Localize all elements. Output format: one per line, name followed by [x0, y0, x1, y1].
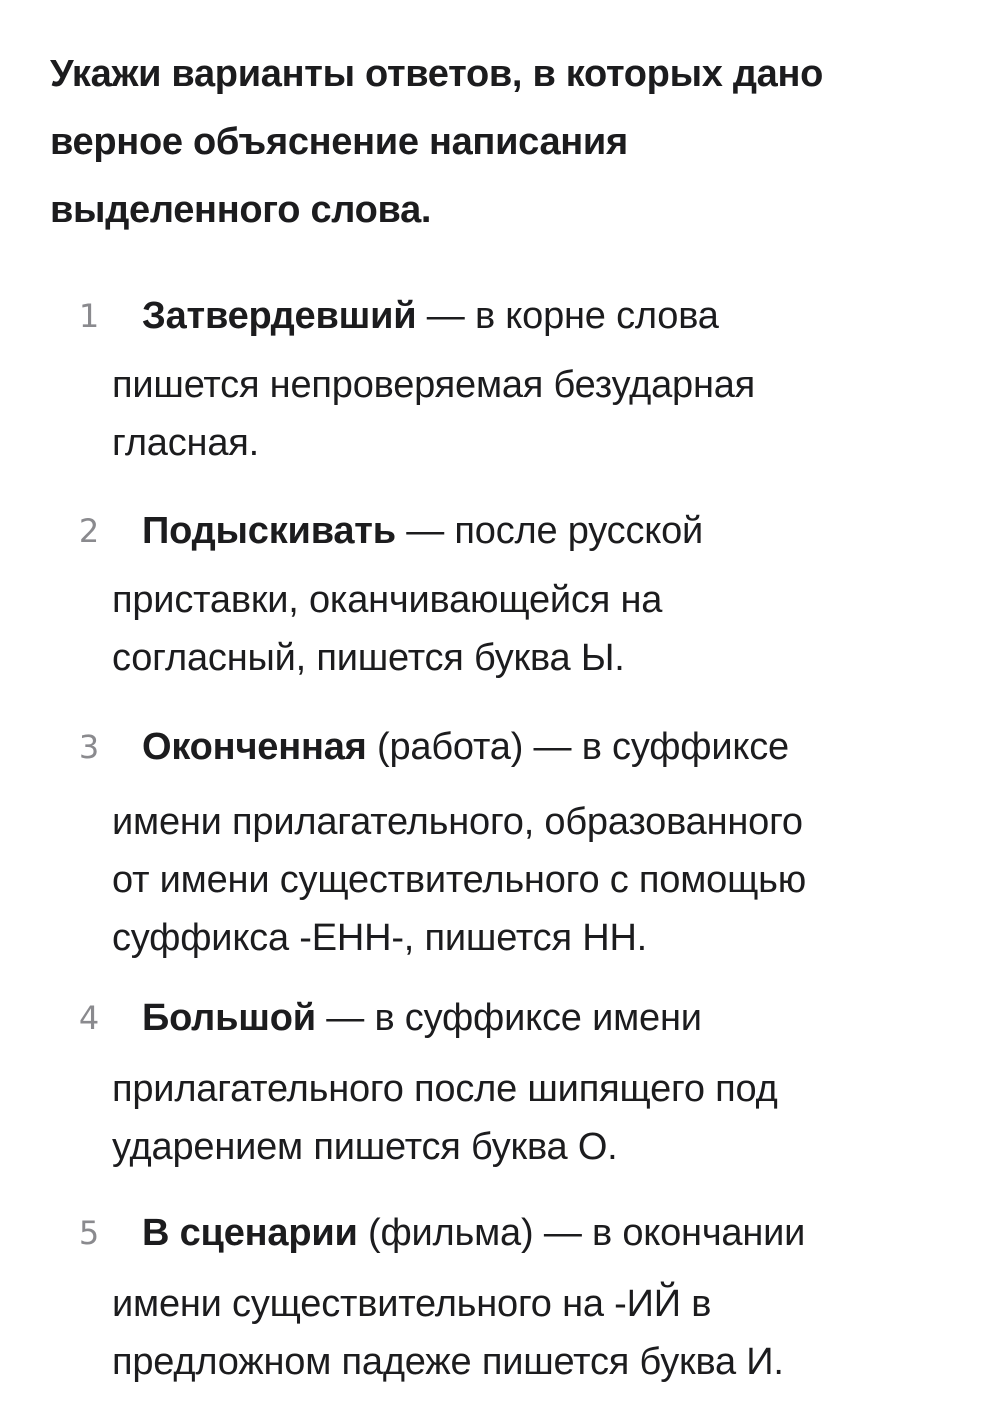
option-first-line-tail: — в суффиксе имени: [326, 997, 702, 1039]
option-explanation: [112, 1275, 942, 1391]
option-explanation-line: от имени существительного с помощью: [112, 859, 807, 901]
option-first-line-tail: — в корне слова: [426, 295, 719, 337]
option-number: 3: [78, 728, 100, 766]
option-highlighted-word: Подыскивать: [142, 510, 396, 552]
option-context: (работа): [377, 726, 524, 768]
question-line: выделенного слова.: [50, 189, 432, 231]
option-explanation-line: предложном падеже пишется буква И.: [112, 1341, 784, 1383]
option-number: 1: [78, 297, 100, 335]
option-highlighted-word: Оконченная: [142, 726, 367, 768]
option-explanation: [112, 793, 942, 967]
option-explanation-line: пишется непроверяемая безударная: [112, 364, 756, 406]
option-explanation: [112, 571, 942, 687]
option-highlighted-word: Затвердевший: [142, 295, 417, 337]
option-highlighted-word: Большой: [142, 997, 316, 1039]
option-explanation-line: ударением пишется буква О.: [112, 1126, 618, 1168]
option-number: 5: [78, 1214, 100, 1252]
option-first-line-tail: — в окончании: [543, 1212, 806, 1254]
option-first-line: [142, 511, 703, 551]
option-number: 2: [78, 512, 100, 550]
option-explanation-line: приставки, оканчивающейся на: [112, 579, 663, 621]
option-number: 4: [78, 999, 100, 1037]
option-first-line: [142, 1213, 805, 1253]
option-explanation-line: прилагательного после шипящего под: [112, 1068, 778, 1110]
option-first-line: [142, 296, 719, 336]
option-first-line: [142, 998, 702, 1038]
option-explanation: [112, 356, 942, 472]
option-explanation: [112, 1060, 942, 1176]
option-explanation-line: имени прилагательного, образованного: [112, 801, 803, 843]
option-first-line-tail: — после русской: [406, 510, 704, 552]
option-first-line: [142, 727, 789, 767]
option-highlighted-word: В сценарии: [142, 1212, 358, 1254]
option-context: (фильма): [368, 1212, 534, 1254]
option-explanation-line: имени существительного на -ИЙ в: [112, 1283, 712, 1325]
question-line: верное объяснение написания: [50, 121, 628, 163]
option-explanation-line: суффикса -ЕНН-, пишется НН.: [112, 917, 648, 959]
question-line: Укажи варианты ответов, в которых дано: [50, 53, 824, 95]
option-explanation-line: гласная.: [112, 422, 259, 464]
option-first-line-tail: — в суффиксе: [533, 726, 789, 768]
question-text: [50, 40, 930, 244]
option-explanation-line: согласный, пишется буква Ы.: [112, 637, 625, 679]
